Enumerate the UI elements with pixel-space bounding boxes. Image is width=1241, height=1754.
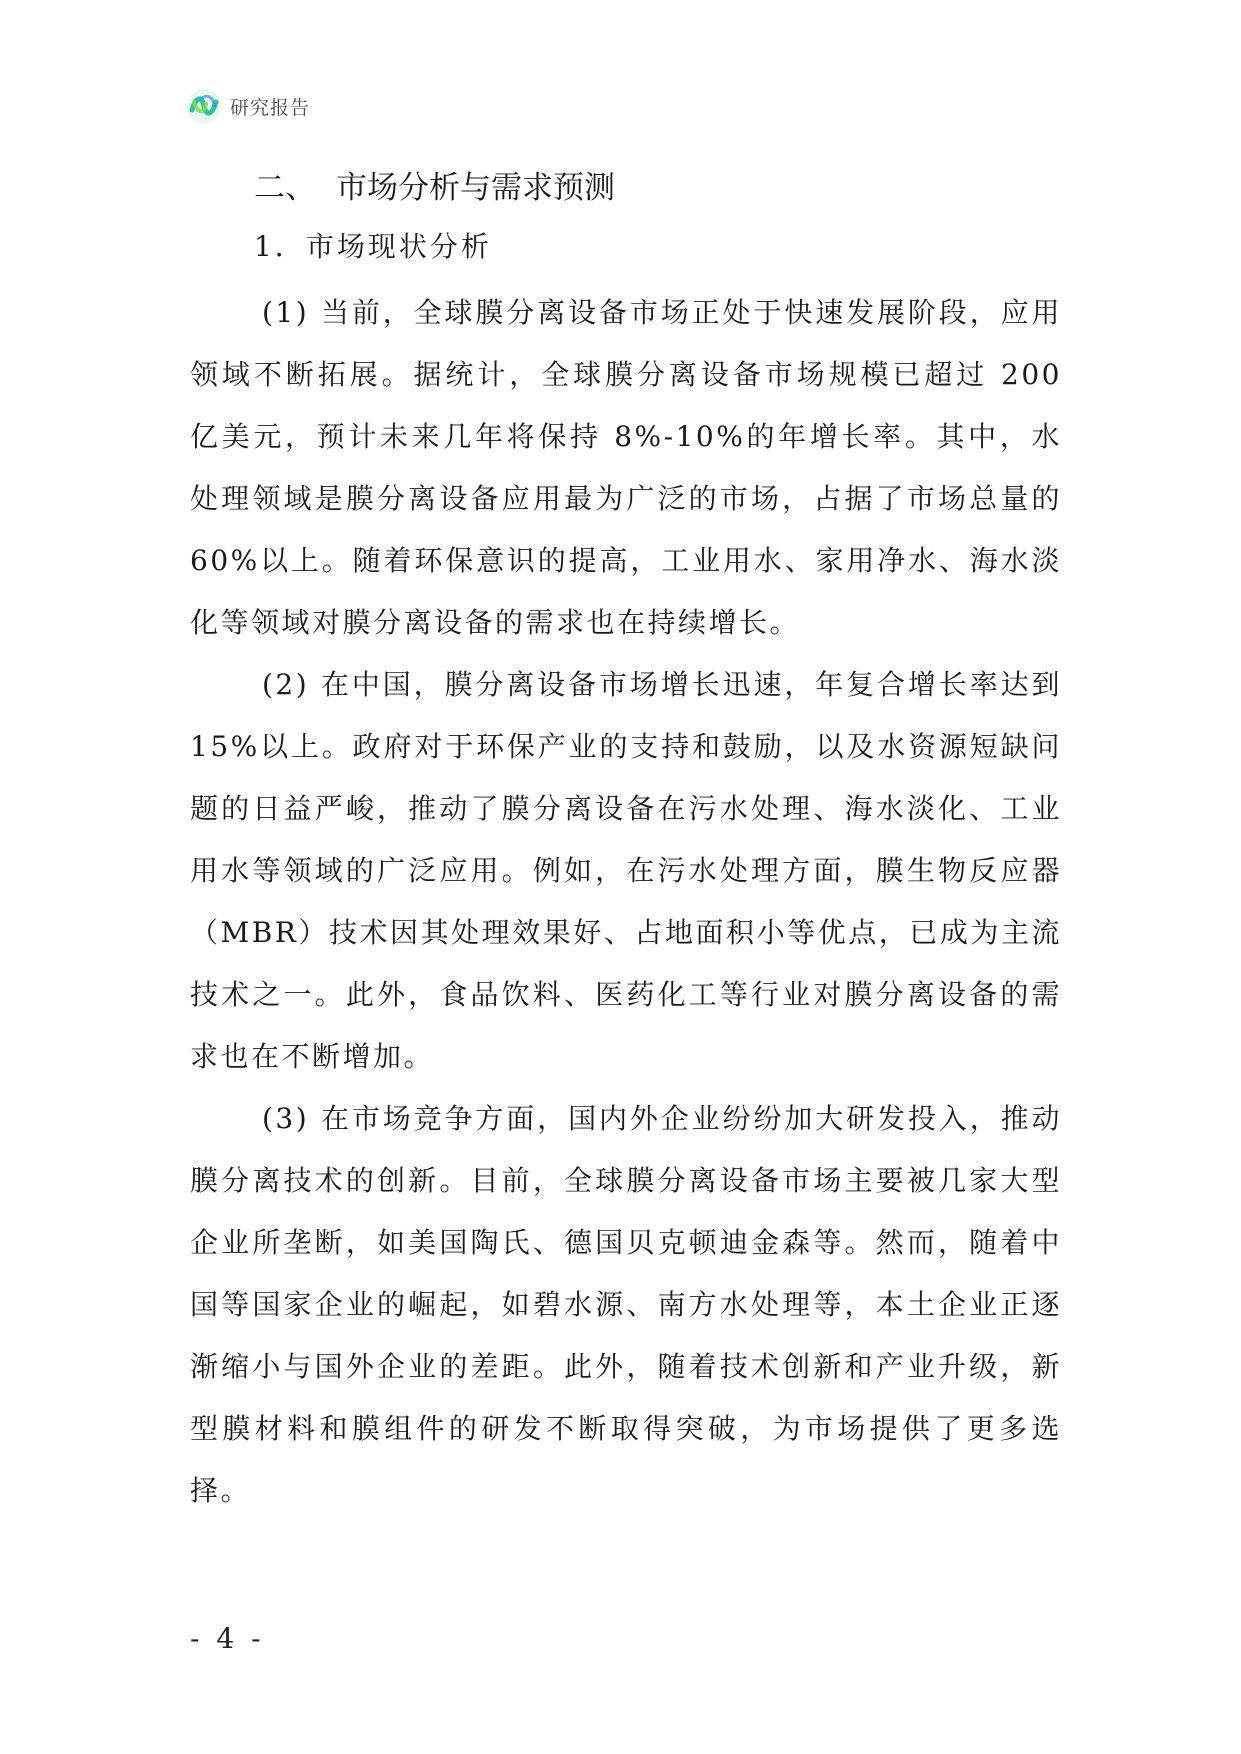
subsection-title: 1．市场现状分析 [254, 230, 492, 263]
document-body [190, 162, 1062, 1522]
paragraph-1: (1) 当前，全球膜分离设备市场正处于快速发展阶段，应用领域不断拓展。据统计，全球膜分离设备市场规模已超过 200 亿美元，预计未来几年将保持 8%-10%的年增长率。其中，水处理领域是膜分离设备应用最为广泛的市场，占据了市场总量的 60%以上。随着环保意识的提高，工业用水、家用净水、海水淡化等领域对膜分离设备的需求也在持续增长。 [190, 296, 1062, 639]
page-header [186, 88, 310, 124]
header-title: 研究报告 [230, 96, 311, 119]
paragraph-2: (2) 在中国，膜分离设备市场增长迅速，年复合增长率达到 15%以上。政府对于环保产业的支持和鼓励，以及水资源短缺问题的日益严峻，推动了膜分离设备在污水处理、海水淡化、工业用水等领域的广泛应用。例如，在污水处理方面，膜生物反应器（MBR）技术因其处理效果好、占地面积小等优点，已成为主流技术之一。此外，食品饮料、医药化工等行业对膜分离设备的需求也在不断增加。 [190, 668, 1062, 1073]
section-number: 二、 [254, 170, 316, 206]
section-heading [254, 162, 1062, 214]
page-number: - 4 - [190, 1622, 265, 1655]
section-title: 市场分析与需求预测 [336, 170, 615, 206]
paragraph-3: (3) 在市场竞争方面，国内外企业纷纷加大研发投入，推动膜分离技术的创新。目前，全球膜分离设备市场主要被几家大型企业所垄断，如美国陶氏、德国贝克顿迪金森等。然而，随着中国等国家企业的崛起，如碧水源、南方水处理等，本土企业正逐渐缩小与国外企业的差距。此外，随着技术创新和产业升级，新型膜材料和膜组件的研发不断取得突破，为市场提供了更多选择。 [190, 1102, 1062, 1507]
logo-icon [186, 88, 222, 124]
